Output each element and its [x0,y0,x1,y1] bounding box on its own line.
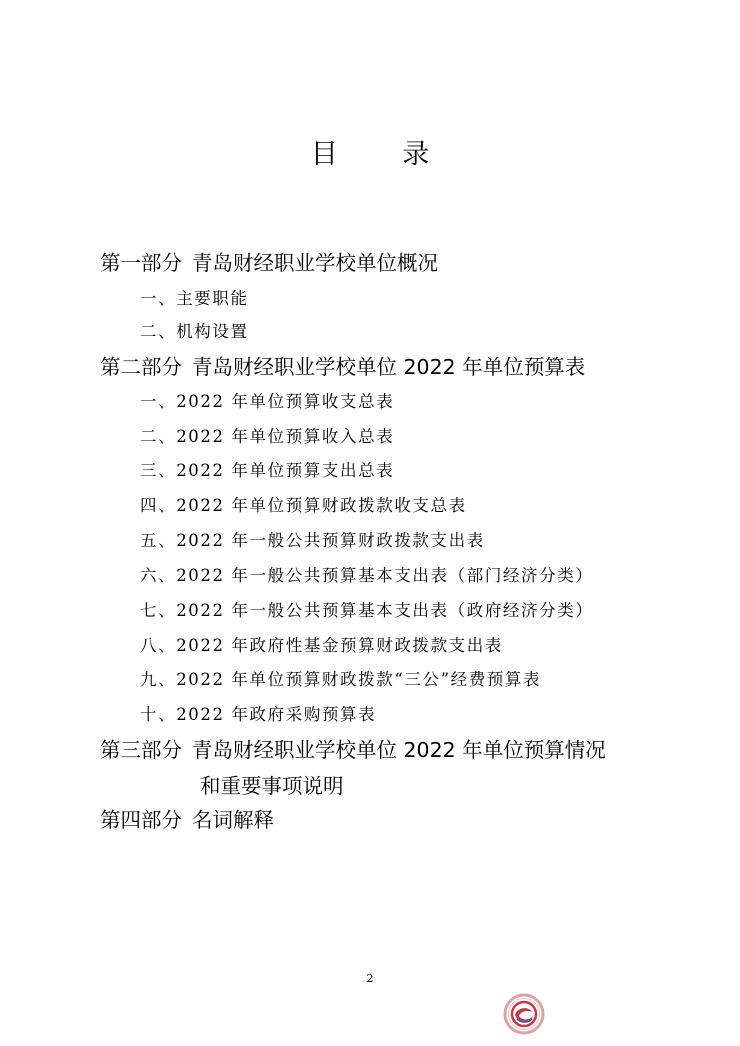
toc-part-label: 第四部分 [100,808,182,832]
toc-part-4[interactable] [100,803,274,833]
toc-item[interactable]: 十、2022 年政府采购预算表 [140,705,377,724]
toc-title: 目 录 [310,139,458,170]
toc-item[interactable]: 六、2022 年一般公共预算基本支出表（部门经济分类） [140,566,594,585]
toc-item[interactable]: 二、机构设置 [140,322,249,341]
toc-part-title: 名词解释 [192,808,274,832]
toc-item[interactable]: 七、2022 年一般公共预算基本支出表（政府经济分类） [140,601,594,620]
toc-item[interactable]: 八、2022 年政府性基金预算财政拨款支出表 [140,636,503,655]
toc-part-3[interactable] [100,733,606,798]
toc-part-title: 青岛财经职业学校单位 2022 年单位预算表 [192,355,586,379]
toc-part-label: 第一部分 [100,251,182,275]
toc-item[interactable]: 五、2022 年一般公共预算财政拨款支出表 [140,531,485,550]
toc-item[interactable]: 九、2022 年单位预算财政拨款“三公”经费预算表 [140,670,542,689]
toc-item[interactable]: 三、2022 年单位预算支出总表 [140,461,395,480]
school-seal-icon [503,993,545,1035]
toc-part-title-continued: 和重要事项说明 [200,774,344,798]
toc-part-label: 第三部分 [100,738,182,762]
toc-item[interactable]: 二、2022 年单位预算收入总表 [140,427,395,446]
page-number: 2 [366,972,374,985]
toc-part-2[interactable] [100,350,585,380]
toc-item[interactable]: 一、2022 年单位预算收支总表 [140,392,395,411]
toc-part-title: 青岛财经职业学校单位 2022 年单位预算情况 [192,738,606,762]
toc-item[interactable]: 四、2022 年单位预算财政拨款收支总表 [140,496,467,515]
toc-item[interactable]: 一、主要职能 [140,289,249,308]
toc-part-label: 第二部分 [100,355,182,379]
toc-part-title: 青岛财经职业学校单位概况 [192,251,438,275]
toc-part-1[interactable] [100,246,438,276]
